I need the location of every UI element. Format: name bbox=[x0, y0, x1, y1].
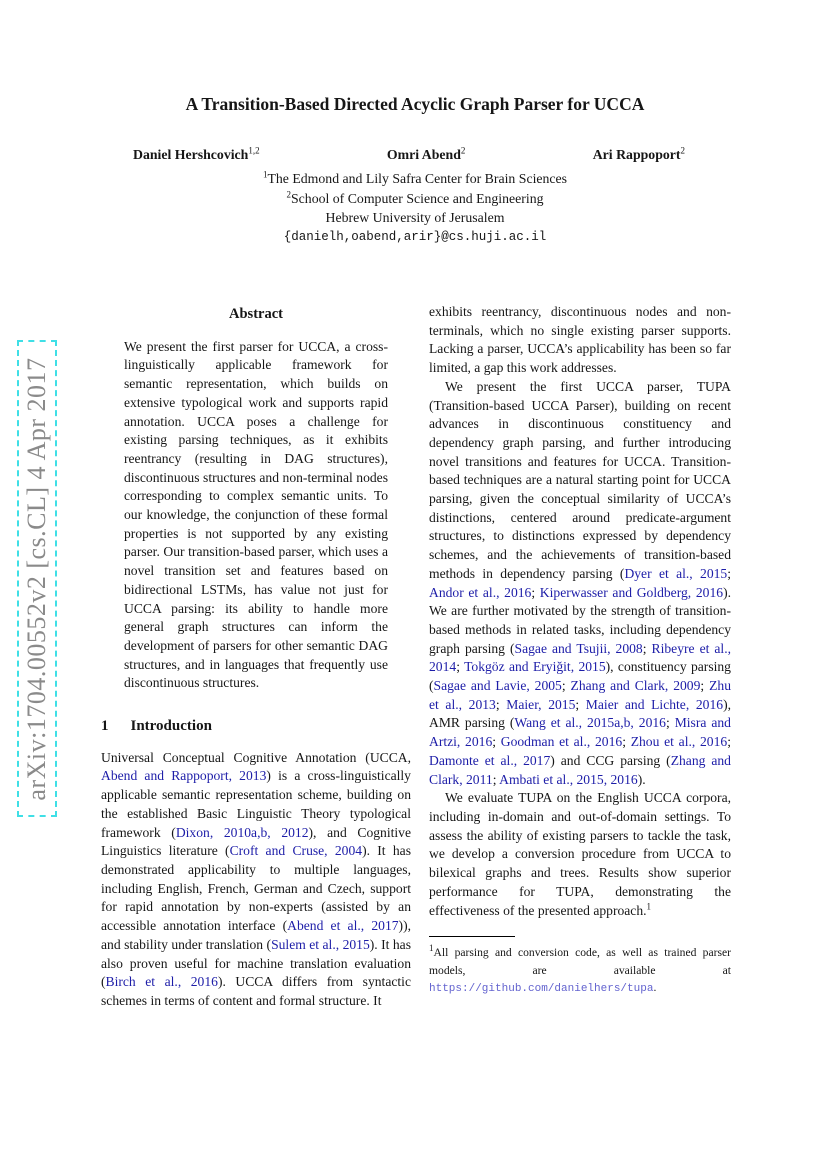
citation-link[interactable]: Abend et al., 2017 bbox=[287, 918, 399, 934]
left-column bbox=[101, 303, 411, 1011]
text-segment: ), AMR parsing ( bbox=[429, 696, 731, 731]
text-segment: ), constituency parsing ( bbox=[429, 659, 731, 694]
citation-link[interactable]: Sulem et al., 2015 bbox=[271, 936, 370, 952]
author-daniel-hershcovich bbox=[133, 147, 260, 163]
text-segment: We present the first UCCA parser, TUPA (Transition-based UCCA Parser), building on recent advances in discontinuous constituency and dependency graph parsing, and further introducing novel transitions and features for UCCA. Transition-based techniques are a natural starting point for UCCA parsing, given the conceptual similarity of UCCA’s distinctions, centered around predicate-argument structures, to distinctions expressed by dependency schemes, and the achievements of transition-based methods in dependency parsing ( bbox=[429, 378, 731, 581]
text-segment: ; bbox=[492, 771, 500, 787]
footnote-text bbox=[429, 944, 731, 998]
citation-link[interactable]: Dyer et al., 2015 bbox=[624, 565, 728, 581]
citation-link[interactable]: Damonte et al., 2017 bbox=[429, 752, 551, 768]
footnote-number: 1 bbox=[429, 943, 434, 954]
citation-link[interactable]: Zhu et al., 2013 bbox=[429, 678, 731, 712]
paragraph-tupa bbox=[429, 378, 731, 789]
text-segment: ; bbox=[492, 734, 501, 750]
paragraph-evaluate bbox=[429, 789, 731, 920]
citation-link[interactable]: Goodman et al., 2016 bbox=[500, 734, 623, 750]
citation-link[interactable]: Ambati et al., 2015, 2016 bbox=[499, 771, 638, 787]
author-name: Ari Rappoport bbox=[592, 147, 681, 162]
citation-link[interactable]: Misra and Artzi, 2016 bbox=[429, 715, 731, 750]
text-segment: ). It has also proven useful for machine translation evaluation ( bbox=[101, 936, 412, 990]
url-link[interactable]: https://github.com/danielhers/tupa bbox=[429, 983, 654, 996]
arxiv-watermark-text: arXiv:1704.00552v2 [cs.CL] 4 Apr 2017 bbox=[22, 356, 51, 801]
text-segment: ), and Cognitive Linguistics literature ( bbox=[101, 824, 412, 859]
text-segment: ). We are further motivated by the strength of transition-based methods in related tasks, including dependency graph parsing ( bbox=[429, 584, 731, 656]
footnote-marker[interactable]: 1 bbox=[646, 900, 652, 911]
text-segment: ; bbox=[727, 734, 731, 750]
author-ari-rappoport bbox=[593, 147, 685, 163]
affiliation-marker: 2 bbox=[286, 188, 291, 199]
abstract-heading: Abstract bbox=[229, 306, 283, 322]
citation-link[interactable]: Ribeyre et al., 2014 bbox=[429, 640, 731, 675]
text-segment: We evaluate TUPA on the English UCCA corpora, including in-domain and out-of-domain settings. To assess the ability of existing parsers to tackle the task, we develop a conversion procedure from UCCA to bilexical graphs and trees. Results show superior performance for TUPA, demonstrating the effectiveness of the presented approach. bbox=[429, 790, 731, 918]
section-heading-introduction bbox=[101, 717, 411, 736]
affiliation-line-1: $^1$The Edmond and Lily Safra Center for Brain Sciences bbox=[262, 169, 568, 186]
text-segment: ; bbox=[727, 565, 731, 581]
right-column bbox=[429, 303, 731, 998]
text-segment: ). UCCA differs from syntactic schemes in terms of content and formal structure. It bbox=[101, 974, 411, 1008]
affiliation-marker: 1 bbox=[262, 169, 268, 180]
citation-link[interactable]: Birch et al., 2016 bbox=[105, 974, 218, 990]
text-segment: ; bbox=[531, 584, 540, 600]
intro-paragraph-left bbox=[101, 749, 411, 1011]
text-segment: ; bbox=[456, 659, 465, 675]
citation-link[interactable]: Tokgöz and Eryiğit, 2015 bbox=[464, 659, 606, 675]
paper-title: A Transition-Based Directed Acyclic Graph Parser for UCCA bbox=[185, 94, 645, 114]
citation-link[interactable]: Wang et al., 2015a,b, 2016 bbox=[514, 715, 666, 731]
text-segment: ; bbox=[642, 640, 652, 656]
citation-link[interactable]: Zhang and Clark, 2009 bbox=[570, 678, 701, 694]
citation-link[interactable]: Maier and Lichte, 2016 bbox=[585, 696, 724, 712]
arxiv-watermark-box bbox=[17, 340, 57, 817]
text-segment: ) is a cross-linguistically applicable semantic representation scheme, building on the established Basic Linguistic Theory typological framework ( bbox=[101, 768, 411, 840]
text-segment: ; bbox=[575, 696, 586, 712]
text-segment: exhibits reentrancy, discontinuous nodes and non-terminals, which no single existing parser supports. Lacking a parser, UCCA’s applicability has been so far limited, a gap this work addresses. bbox=[429, 304, 731, 376]
citation-link[interactable]: Zhang and Clark, 2011 bbox=[429, 752, 731, 787]
intro-paragraph-continuation bbox=[429, 303, 731, 378]
citation-link[interactable]: Kiperwasser and Goldberg, 2016 bbox=[539, 584, 724, 600]
author-name: Omri Abend bbox=[386, 147, 461, 162]
citation-link[interactable]: Abend and Rappoport, 2013 bbox=[101, 768, 267, 784]
text-segment: Universal Conceptual Cognitive Annotation (UCCA, bbox=[101, 749, 411, 765]
text-segment: ; bbox=[561, 678, 571, 694]
text-segment: ; bbox=[665, 715, 675, 731]
author-row bbox=[100, 147, 730, 163]
citation-link[interactable]: Dixon, 2010a,b, 2012 bbox=[175, 824, 309, 840]
abstract-text: We present the first parser for UCCA, a cross-linguistically applicable framework for semantic representation, which builds on extensive typological work and supports rapid annotation. UCCA poses a challenge for existing parsing techniques, as it exhibits reentrancy (resulting in DAG structures), discontinuous structures and non-terminal nodes corresponding to complex semantic units. To our knowledge, the conjunction of these formal properties is not supported by any existing parser. Our transition-based parser, which uses a novel transition set and features based on bidirectional LSTMs, has value not just for UCCA parsing: its ability to handle more general graph structures can inform the development of parsers for other semantic DAG structures, and in languages that frequently use discontinuous structures. bbox=[124, 338, 388, 691]
text-segment: ; bbox=[700, 678, 710, 694]
citation-link[interactable]: Sagae and Lavie, 2005 bbox=[433, 678, 562, 694]
text-segment: ; bbox=[495, 696, 507, 712]
citation-link[interactable]: Croft and Cruse, 2004 bbox=[229, 843, 363, 859]
text-segment: )), and stability under translation ( bbox=[101, 918, 411, 952]
affiliation-line-2: $^2$School of Computer Science and Engineering bbox=[286, 188, 544, 206]
section-title: Introduction bbox=[130, 718, 212, 735]
email-line: {danielh,oabend,arir}@cs.huji.ac.il bbox=[283, 229, 547, 244]
text-segment: ). It has demonstrated applicability to multiple languages, including English, French, German and Czech, support for rapid annotation by non-experts (assisted by an accessible annotation interface ( bbox=[101, 843, 411, 934]
text-segment: . bbox=[653, 981, 657, 995]
section-number: 1 bbox=[101, 718, 109, 735]
citation-link[interactable]: Sagae and Tsujii, 2008 bbox=[514, 640, 643, 656]
author-affiliation-marker: 2 bbox=[460, 145, 466, 156]
citation-link[interactable]: Zhou et al., 2016 bbox=[630, 734, 728, 750]
author-affiliation-marker: 2 bbox=[680, 145, 685, 156]
affiliation-line-3: Hebrew University of Jerusalem bbox=[325, 210, 505, 225]
text-segment: All parsing and conversion code, as well as trained parser models, are available at bbox=[429, 946, 731, 977]
citation-link[interactable]: Andor et al., 2016 bbox=[429, 584, 532, 600]
affiliations-block bbox=[100, 169, 730, 247]
author-omri-abend bbox=[387, 147, 465, 163]
citation-link[interactable]: Maier, 2015 bbox=[506, 696, 576, 712]
text-segment: ; bbox=[622, 734, 631, 750]
author-affiliation-marker: 1,2 bbox=[248, 145, 260, 156]
text-segment: ). bbox=[637, 771, 646, 787]
footnote-block bbox=[429, 936, 731, 998]
footnote-rule bbox=[429, 936, 515, 937]
text-segment: ) and CCG parsing ( bbox=[550, 752, 671, 768]
author-name: Daniel Hershcovich bbox=[133, 147, 249, 162]
